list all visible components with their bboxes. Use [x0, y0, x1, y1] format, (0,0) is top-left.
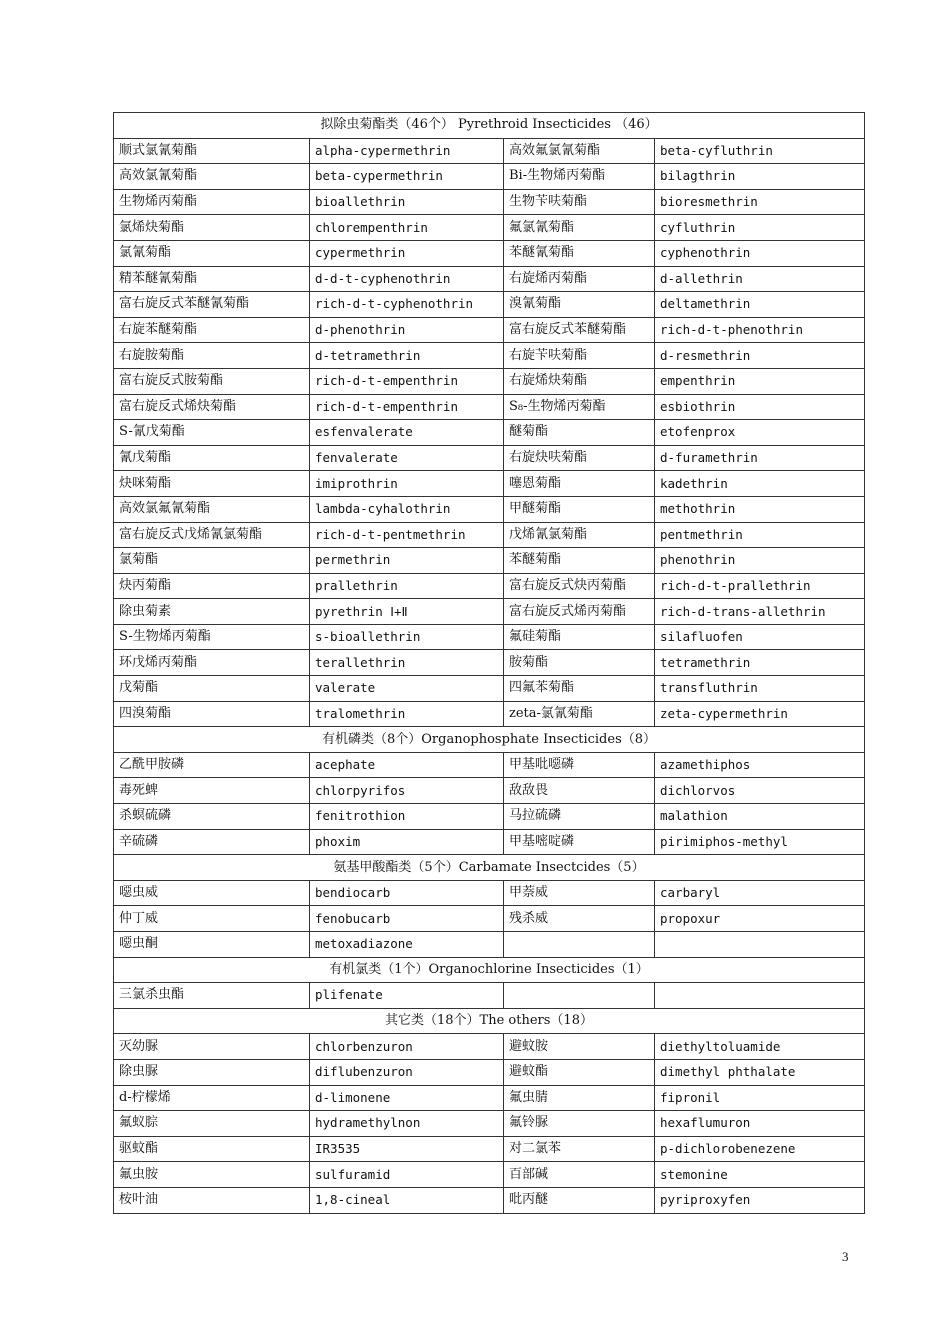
english-name-cell: tralomethrin [310, 701, 504, 727]
english-name-cell: rich-d-t-phenothrin [655, 317, 865, 343]
chinese-name-cell: 对二氯苯 [504, 1136, 655, 1162]
table-row [114, 676, 865, 702]
english-name-cell: carbaryl [655, 880, 865, 906]
chinese-name-cell: 生物烯丙菊酯 [114, 189, 310, 215]
chinese-name-cell: 高效氯氟氰菊酯 [114, 496, 310, 522]
english-name-cell: IR3535 [310, 1136, 504, 1162]
chinese-name-cell: 右旋胺菊酯 [114, 343, 310, 369]
chinese-name-cell: 氟蚁腙 [114, 1111, 310, 1137]
chinese-name-cell: 毒死蜱 [114, 778, 310, 804]
table-row [114, 1059, 865, 1085]
chinese-name-cell: 戊烯氰氯菊酯 [504, 522, 655, 548]
chinese-name-cell: 富右旋反式烯丙菊酯 [504, 599, 655, 625]
table-row [114, 829, 865, 855]
table-row [114, 778, 865, 804]
english-name-cell: bilagthrin [655, 164, 865, 190]
chinese-name-cell: 四氟苯菊酯 [504, 676, 655, 702]
section-title: 氨基甲酸酯类（5个）Carbamate Insectcides（5） [114, 855, 865, 881]
english-name-cell: d-d-t-cyphenothrin [310, 266, 504, 292]
english-name-cell: rich-d-t-empenthrin [310, 368, 504, 394]
chinese-name-cell: 富右旋反式烯炔菊酯 [114, 394, 310, 420]
table-row [114, 420, 865, 446]
table-row [114, 701, 865, 727]
chinese-name-cell: 炔丙菊酯 [114, 573, 310, 599]
english-name-cell: imiprothrin [310, 471, 504, 497]
chinese-name-cell: 马拉硫磷 [504, 804, 655, 830]
table-row [114, 215, 865, 241]
english-name-cell: valerate [310, 676, 504, 702]
table-row [114, 599, 865, 625]
english-name-cell: rich-d-t-empenthrin [310, 394, 504, 420]
chinese-name-cell: 残杀威 [504, 906, 655, 932]
english-name-cell: hexaflumuron [655, 1111, 865, 1137]
chinese-name-cell: 右旋烯丙菊酯 [504, 266, 655, 292]
chinese-name-cell: 百部碱 [504, 1162, 655, 1188]
english-name-cell: deltamethrin [655, 292, 865, 318]
table-row [114, 522, 865, 548]
chinese-name-cell: 四溴菊酯 [114, 701, 310, 727]
english-name-cell: alpha-cypermethrin [310, 138, 504, 164]
table-row [114, 1085, 865, 1111]
table-row [114, 804, 865, 830]
chinese-name-cell: S₈-生物烯丙菊酯 [504, 394, 655, 420]
chinese-name-cell: zeta-氯氰菊酯 [504, 701, 655, 727]
table-row [114, 445, 865, 471]
english-name-cell: rich-d-t-prallethrin [655, 573, 865, 599]
english-name-cell: fipronil [655, 1085, 865, 1111]
chinese-name-cell: S-生物烯丙菊酯 [114, 624, 310, 650]
english-name-cell: beta-cypermethrin [310, 164, 504, 190]
english-name-cell: propoxur [655, 906, 865, 932]
english-name-cell: lambda-cyhalothrin [310, 496, 504, 522]
chinese-name-cell [504, 932, 655, 958]
english-name-cell: hydramethylnon [310, 1111, 504, 1137]
english-name-cell: fenobucarb [310, 906, 504, 932]
english-name-cell: zeta-cypermethrin [655, 701, 865, 727]
chinese-name-cell: 氟铃脲 [504, 1111, 655, 1137]
english-name-cell: fenvalerate [310, 445, 504, 471]
chinese-name-cell: 噁虫酮 [114, 932, 310, 958]
chinese-name-cell: 戊菊酯 [114, 676, 310, 702]
chinese-name-cell: 噻恩菊酯 [504, 471, 655, 497]
english-name-cell: dichlorvos [655, 778, 865, 804]
english-name-cell: pyrethrin Ⅰ+Ⅱ [310, 599, 504, 625]
chinese-name-cell: d-柠檬烯 [114, 1085, 310, 1111]
english-name-cell: kadethrin [655, 471, 865, 497]
chinese-name-cell: 杀螟硫磷 [114, 804, 310, 830]
section-header-row [114, 855, 865, 881]
chinese-name-cell: 醚菊酯 [504, 420, 655, 446]
table-row [114, 240, 865, 266]
chinese-name-cell: 氟虫胺 [114, 1162, 310, 1188]
english-name-cell: empenthrin [655, 368, 865, 394]
chinese-name-cell: 生物苄呋菊酯 [504, 189, 655, 215]
chinese-name-cell: 富右旋反式胺菊酯 [114, 368, 310, 394]
english-name-cell: diflubenzuron [310, 1059, 504, 1085]
chinese-name-cell: Bi-生物烯丙菊酯 [504, 164, 655, 190]
chinese-name-cell: 富右旋反式炔丙菊酯 [504, 573, 655, 599]
english-name-cell: methothrin [655, 496, 865, 522]
chinese-name-cell: S-氰戊菊酯 [114, 420, 310, 446]
chinese-name-cell: 除虫脲 [114, 1059, 310, 1085]
section-header-row [114, 727, 865, 753]
english-name-cell: cyphenothrin [655, 240, 865, 266]
english-name-cell [655, 983, 865, 1009]
english-name-cell: diethyltoluamide [655, 1034, 865, 1060]
english-name-cell: bioresmethrin [655, 189, 865, 215]
english-name-cell: chlorempenthrin [310, 215, 504, 241]
table-row [114, 471, 865, 497]
chinese-name-cell: 右旋苄呋菊酯 [504, 343, 655, 369]
table-row [114, 1111, 865, 1137]
table-row [114, 189, 865, 215]
english-name-cell: d-phenothrin [310, 317, 504, 343]
english-name-cell: pyriproxyfen [655, 1187, 865, 1213]
table-row [114, 138, 865, 164]
english-name-cell: pentmethrin [655, 522, 865, 548]
section-header-row [114, 957, 865, 983]
chinese-name-cell: 精苯醚氰菊酯 [114, 266, 310, 292]
chinese-name-cell: 苯醚氰菊酯 [504, 240, 655, 266]
english-name-cell: stemonine [655, 1162, 865, 1188]
chinese-name-cell: 溴氰菊酯 [504, 292, 655, 318]
table-row [114, 292, 865, 318]
chinese-name-cell: 仲丁威 [114, 906, 310, 932]
chinese-name-cell: 辛硫磷 [114, 829, 310, 855]
chinese-name-cell: 除虫菊素 [114, 599, 310, 625]
english-name-cell: d-resmethrin [655, 343, 865, 369]
chinese-name-cell: 噁虫威 [114, 880, 310, 906]
chinese-name-cell: 右旋苯醚菊酯 [114, 317, 310, 343]
english-name-cell: 1,8-cineal [310, 1187, 504, 1213]
english-name-cell: bendiocarb [310, 880, 504, 906]
english-name-cell: chlorbenzuron [310, 1034, 504, 1060]
table-row [114, 164, 865, 190]
chinese-name-cell: 氯氰菊酯 [114, 240, 310, 266]
english-name-cell: pirimiphos-methyl [655, 829, 865, 855]
english-name-cell: phenothrin [655, 548, 865, 574]
section-title: 拟除虫菊酯类（46个） Pyrethroid Insecticides （46） [114, 113, 865, 139]
table-row [114, 496, 865, 522]
table-row [114, 650, 865, 676]
english-name-cell: metoxadiazone [310, 932, 504, 958]
section-title: 有机磷类（8个）Organophosphate Insecticides（8） [114, 727, 865, 753]
chinese-name-cell: 富右旋反式戊烯氰氯菊酯 [114, 522, 310, 548]
table-row [114, 1162, 865, 1188]
table-row [114, 573, 865, 599]
table-row [114, 1136, 865, 1162]
chinese-name-cell: 右旋烯炔菊酯 [504, 368, 655, 394]
english-name-cell: malathion [655, 804, 865, 830]
section-header-row [114, 1008, 865, 1034]
english-name-cell: tetramethrin [655, 650, 865, 676]
english-name-cell: plifenate [310, 983, 504, 1009]
english-name-cell: dimethyl phthalate [655, 1059, 865, 1085]
english-name-cell: d-allethrin [655, 266, 865, 292]
chinese-name-cell: 氟硅菊酯 [504, 624, 655, 650]
english-name-cell: esbiothrin [655, 394, 865, 420]
table-row [114, 624, 865, 650]
english-name-cell: permethrin [310, 548, 504, 574]
table-row [114, 343, 865, 369]
english-name-cell: d-furamethrin [655, 445, 865, 471]
table-row [114, 266, 865, 292]
section-header-row [114, 113, 865, 139]
chinese-name-cell: 氯烯炔菊酯 [114, 215, 310, 241]
table-row [114, 983, 865, 1009]
english-name-cell: p-dichlorobenezene [655, 1136, 865, 1162]
chinese-name-cell: 环戊烯丙菊酯 [114, 650, 310, 676]
english-name-cell: prallethrin [310, 573, 504, 599]
table-row [114, 880, 865, 906]
english-name-cell: silafluofen [655, 624, 865, 650]
english-name-cell: bioallethrin [310, 189, 504, 215]
page-number: 3 [842, 1249, 849, 1264]
chinese-name-cell: 苯醚菊酯 [504, 548, 655, 574]
chinese-name-cell: 氟氯氰菊酯 [504, 215, 655, 241]
english-name-cell: chlorpyrifos [310, 778, 504, 804]
chinese-name-cell: 氟虫腈 [504, 1085, 655, 1111]
chinese-name-cell: 敌敌畏 [504, 778, 655, 804]
chinese-name-cell: 高效氟氯氰菊酯 [504, 138, 655, 164]
chinese-name-cell: 富右旋反式苯醚氰菊酯 [114, 292, 310, 318]
chinese-name-cell: 炔咪菊酯 [114, 471, 310, 497]
english-name-cell: rich-d-t-cyphenothrin [310, 292, 504, 318]
table-row [114, 1187, 865, 1213]
chinese-name-cell: 乙酰甲胺磷 [114, 752, 310, 778]
chinese-name-cell: 高效氯氰菊酯 [114, 164, 310, 190]
chinese-name-cell: 甲基吡噁磷 [504, 752, 655, 778]
table-row [114, 932, 865, 958]
english-name-cell: fenitrothion [310, 804, 504, 830]
chinese-name-cell: 氯菊酯 [114, 548, 310, 574]
english-name-cell: azamethiphos [655, 752, 865, 778]
english-name-cell: terallethrin [310, 650, 504, 676]
chinese-name-cell: 三氯杀虫酯 [114, 983, 310, 1009]
chinese-name-cell: 避蚊胺 [504, 1034, 655, 1060]
chinese-name-cell: 氰戊菊酯 [114, 445, 310, 471]
table-row [114, 317, 865, 343]
chinese-name-cell: 甲醚菊酯 [504, 496, 655, 522]
chinese-name-cell: 胺菊酯 [504, 650, 655, 676]
table-row [114, 394, 865, 420]
english-name-cell: rich-d-trans-allethrin [655, 599, 865, 625]
chinese-name-cell: 富右旋反式苯醚菊酯 [504, 317, 655, 343]
english-name-cell: acephate [310, 752, 504, 778]
chinese-name-cell [504, 983, 655, 1009]
chinese-name-cell: 吡丙醚 [504, 1187, 655, 1213]
table-row [114, 368, 865, 394]
table-row [114, 752, 865, 778]
english-name-cell: sulfuramid [310, 1162, 504, 1188]
english-name-cell: cyfluthrin [655, 215, 865, 241]
chinese-name-cell: 甲萘威 [504, 880, 655, 906]
chinese-name-cell: 甲基嘧啶磷 [504, 829, 655, 855]
table-row [114, 548, 865, 574]
english-name-cell: s-bioallethrin [310, 624, 504, 650]
table-row [114, 1034, 865, 1060]
english-name-cell: d-limonene [310, 1085, 504, 1111]
english-name-cell: transfluthrin [655, 676, 865, 702]
section-title: 有机氯类（1个）Organochlorine Insecticides（1） [114, 957, 865, 983]
english-name-cell: phoxim [310, 829, 504, 855]
english-name-cell: beta-cyfluthrin [655, 138, 865, 164]
insecticide-table [113, 112, 865, 1214]
chinese-name-cell: 驱蚊酯 [114, 1136, 310, 1162]
chinese-name-cell: 灭幼脲 [114, 1034, 310, 1060]
english-name-cell: rich-d-t-pentmethrin [310, 522, 504, 548]
english-name-cell: esfenvalerate [310, 420, 504, 446]
table-row [114, 906, 865, 932]
chinese-name-cell: 避蚊酯 [504, 1059, 655, 1085]
english-name-cell: etofenprox [655, 420, 865, 446]
section-title: 其它类（18个）The others（18） [114, 1008, 865, 1034]
english-name-cell [655, 932, 865, 958]
chinese-name-cell: 桉叶油 [114, 1187, 310, 1213]
chinese-name-cell: 右旋炔呋菊酯 [504, 445, 655, 471]
english-name-cell: cypermethrin [310, 240, 504, 266]
english-name-cell: d-tetramethrin [310, 343, 504, 369]
chinese-name-cell: 顺式氯氰菊酯 [114, 138, 310, 164]
